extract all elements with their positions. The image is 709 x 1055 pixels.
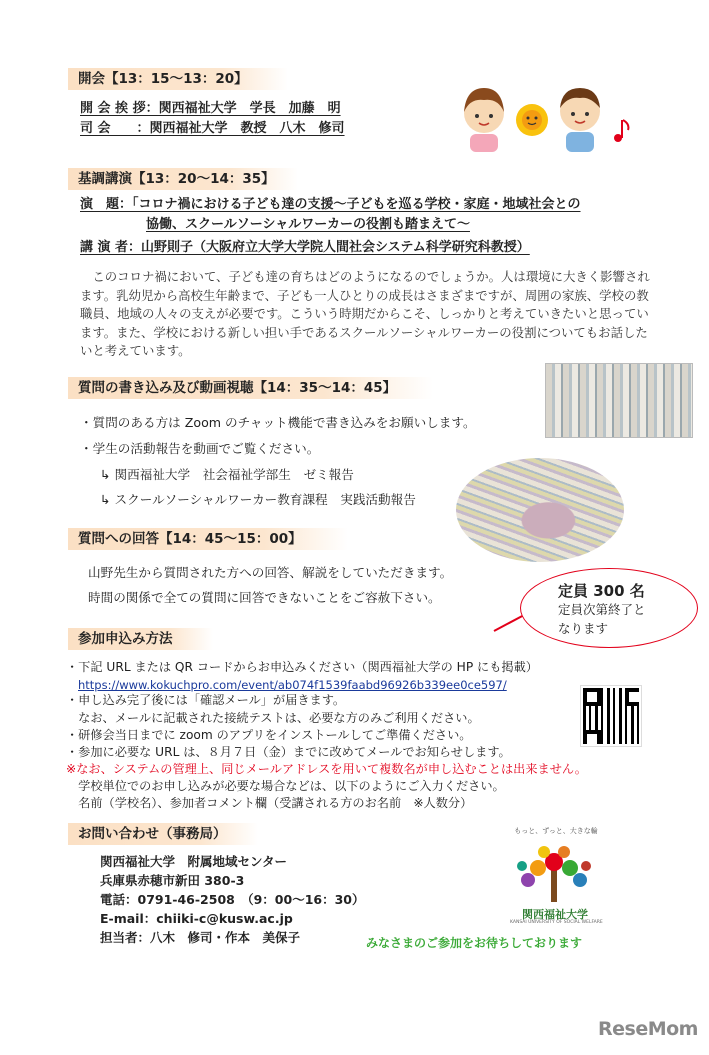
logo-sub: KANSAI UNIVERSITY OF SOCIAL WELFARE: [510, 920, 603, 925]
questions-item1: ・質問のある方は Zoom のチャット機能で書き込みをお願いします。: [80, 415, 476, 430]
contact-org: 関西福祉大学 附属地域センター: [100, 854, 288, 869]
apply-line2: ・申し込み完了後には「確認メール」が届きます。: [66, 693, 346, 707]
opening-mc: 司 会 ：関西福祉大学 教授 八木 修司: [80, 121, 345, 136]
apply-line3: なお、メールに記載された接続テストは、必要な方のみご利用ください。: [66, 711, 480, 725]
tree-icon: [517, 846, 591, 902]
children-illustration: [462, 80, 637, 155]
logo-arc-text: もっと、ずっと、大きな輪: [514, 827, 598, 835]
books-photo: [456, 458, 624, 562]
answers-line2: 時間の関係で全ての質問に回答できないことをご容赦下さい。: [88, 590, 441, 605]
keynote-speaker-text: 講 演 者：山野則子（大阪府立大学大学院人間社会システム科学研究科教授）: [80, 240, 530, 255]
keynote-header: 基調講演【13：20〜14：35】: [68, 168, 298, 190]
questions-sub1: ↳ 関西福祉大学 社会福祉学部生 ゼミ報告: [100, 467, 354, 482]
keynote-speaker: [80, 238, 530, 258]
boy-icon: [560, 88, 600, 152]
contact-staff: 担当者：八木 修司・作本 美保子: [100, 930, 301, 945]
closing-message: みなさまのご参加をお待ちしております: [366, 936, 583, 950]
logo-name: 関西福祉大学: [522, 908, 588, 921]
questions-item2: ・学生の活動報告を動画でご覧ください。: [80, 441, 320, 456]
answers-header: 質問への回答【14：45〜15：00】: [68, 528, 348, 550]
apply-line7: 名前（学校名）、参加者コメント欄（受講される方のお名前 ※人数分）: [66, 796, 473, 810]
apply-line6: 学校単位でのお申し込みが必要な場合などは、以下のようにご入力ください。: [66, 779, 505, 793]
keynote-title-line1: 演 題：「コロナ禍における子ども達の支援〜子どもを巡る学校・家庭・地域社会との: [80, 197, 581, 212]
keynote-title-line2: 協働、スクールソーシャルワーカーの役割も踏まえて〜: [146, 217, 470, 232]
contact-header: お問い合わせ（事務局）: [68, 823, 258, 845]
apply-warning: ※なお、システムの管理上、同じメールアドレスを用いて複数名が申し込むことは出来ません。: [66, 762, 587, 776]
apply-url-link[interactable]: https://www.kokuchpro.com/event/ab074f1539faabd96926b339ee0ce597/: [78, 678, 507, 692]
apply-line1: ・下記 URL または QR コードからお申込みください（関西福祉大学の HP にも掲載）: [66, 660, 538, 674]
capacity-line2: なります: [558, 621, 609, 636]
opening-greeting: 開 会 挨 拶：関西福祉大学 学長 加藤 明: [80, 101, 341, 116]
apply-line4: ・研修会当日までに zoom のアプリをインストールしてご準備ください。: [66, 728, 472, 742]
contact-phone: 電話：0791-46-2508 （9：00〜16：30）: [100, 892, 365, 907]
keynote-body: このコロナ禍において、子ども達の育ちはどのようになるのでしょうか。人は環境に大きく影響されます。乳幼児から高校生年齢まで、子ども一人ひとりの成長はさまざまですが、周囲の家族、学校の教職員、地域の人々の支えが必要です。こういう時期だからこそ、しっかりと考えていきたいと思っています。また、学校における新しい担い手であるスクールソーシャルワーカーの役割についてもお話したいと考えています。: [80, 269, 650, 358]
capacity-line1: 定員次第終了と: [558, 602, 646, 617]
girl-icon: [464, 88, 504, 152]
answers-line1: 山野先生から質問された方への回答、解説をしていただきます。: [88, 565, 453, 580]
music-note-icon: [614, 120, 628, 142]
contact-email: E-mail：chiiki-c@kusw.ac.jp: [100, 911, 293, 926]
registration-qr-code[interactable]: [581, 686, 641, 746]
apply-line5: ・参加に必要な URL は、８月７日（金）までに改めてメールでお知らせします。: [66, 745, 511, 759]
questions-header: 質問の書き込み及び動画視聴【14：35〜14：45】: [68, 377, 433, 399]
contact-address: 兵庫県赤穂市新田 380-3: [100, 873, 245, 888]
flower-icon: [516, 104, 548, 136]
exhibition-photo: [545, 363, 693, 438]
apply-header: 参加申込み方法: [68, 628, 213, 650]
questions-sub2: ↳ スクールソーシャルワーカー教育課程 実践活動報告: [100, 492, 416, 507]
resemom-watermark: ReseMom: [598, 1018, 698, 1040]
opening-header: 開会【13：15〜13：20】: [68, 68, 288, 90]
capacity-title: 定員 300 名: [558, 582, 645, 600]
